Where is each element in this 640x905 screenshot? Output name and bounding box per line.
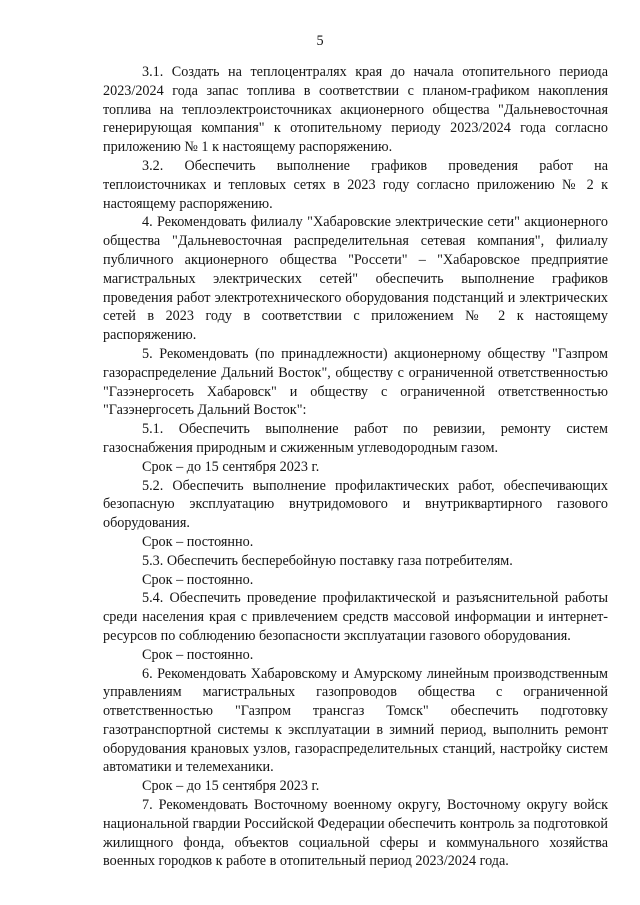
paragraph-3-2: 3.2. Обеспечить выполнение графиков проведения работ на теплоисточниках и тепловых сетях в 2023 году согласно приложению № 2 к настоящему распоряжению. (103, 157, 608, 212)
page-number: 5 (316, 33, 324, 49)
paragraph-7: 7. Рекомендовать Восточному военному округу, Восточному округу войск национальной гвардии Российской Федерации обеспечить контроль за подготовкой жилищного фонда, объектов социальной сферы и коммунального хозяйства военных городков к работе в отопительный период 2023/2024 года. (103, 797, 608, 870)
paragraph-4: 4. Рекомендовать филиалу "Хабаровские электрические сети" акционерного общества "Дальневосточная распределительная сетевая компания", филиалу публичного акционерного общества "Россети" – "Хабаровское предприятие магистральных электрических сетей" обеспечить выполнение графиков проведения работ электротехнического оборудования подстанций и электрических сетей в 2023 году в соответствии с приложением № 2 к настоящему распоряжению. (103, 214, 608, 344)
deadline-5-4: Срок – постоянно. (142, 646, 254, 663)
paragraph-5-4: 5.4. Обеспечить проведение профилактической и разъяснительной работы среди населения края с привлечением средств массовой информации и интернет-ресурсов по соблюдению безопасности эксплуатации газового оборудования. (103, 590, 608, 644)
deadline-5-2: Срок – постоянно. (142, 533, 254, 550)
deadline-5-1: Срок – до 15 сентября 2023 г. (142, 458, 320, 475)
paragraph-5-1: 5.1. Обеспечить выполнение работ по ревизии, ремонту систем газоснабжения природным и сжиженным углеводородным газом. (103, 421, 608, 456)
paragraph-5-2: 5.2. Обеспечить выполнение профилактических работ, обеспечивающих безопасную эксплуатацию внутридомового и внутриквартирного газового оборудования. (103, 477, 608, 532)
document-body (103, 63, 608, 871)
deadline-6: Срок – до 15 сентября 2023 г. (142, 778, 320, 795)
paragraph-5: 5. Рекомендовать (по принадлежности) акционерному обществу "Газпром газораспределение Дальний Восток", обществу с ограниченной ответственностью "Газэнергосеть Хабаровск" и обществу с ограниченной ответственностью "Газэнергосеть Дальний Восток": (103, 345, 608, 419)
paragraph-6: 6. Рекомендовать Хабаровскому и Амурскому линейным производственным управлениям магистральных газопроводов общества с ограниченной ответственностью "Газпром трансгаз Томск" обеспечить подготовку газотранспортной системы к эксплуатации в зимний период, выполнить ремонт оборудования крановых узлов, газораспределительных станций, настройку систем автоматики и телемеханики. (103, 665, 608, 776)
paragraph-5-3: 5.3. Обеспечить бесперебойную поставку газа потребителям. (142, 552, 513, 569)
paragraph-3-1: 3.1. Создать на теплоцентралях края до начала отопительного периода 2023/2024 года запас топлива в соответствии с планом-графиком накопления топлива на теплоэлектроисточниках акционерного общества "Дальневосточная генерирующая компания" к отопительному периоду 2023/2024 года согласно приложению № 1 к настоящему распоряжению. (103, 64, 608, 156)
deadline-5-3: Срок – постоянно. (142, 571, 254, 588)
